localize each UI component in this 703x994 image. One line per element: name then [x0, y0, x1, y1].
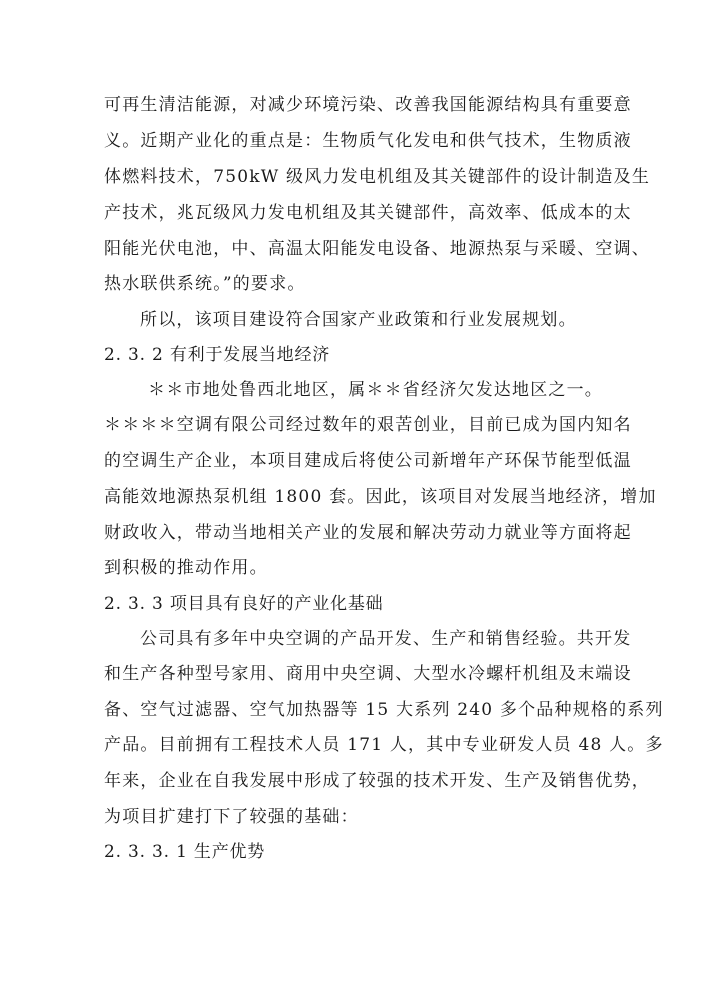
- paragraph-line: 热水联供系统。”的要求。: [104, 274, 306, 294]
- paragraph-line: ＊＊市地处鲁西北地区，属＊＊省经济欠发达地区之一。: [148, 380, 603, 400]
- paragraph-line: 的空调生产企业，本项目建成后将使公司新增年产环保节能型低温: [104, 451, 632, 471]
- paragraph-line: 阳能光伏电池，中、高温太阳能发电设备、地源热泵与采暖、空调、: [104, 239, 650, 259]
- paragraph-line: 公司具有多年中央空调的产品开发、生产和销售经验。共开发: [140, 629, 632, 649]
- paragraph-line: 体燃料技术，750kW 级风力发电机组及其关键部件的设计制造及生: [104, 167, 651, 187]
- paragraph-line: 为项目扩建打下了较强的基础：: [104, 807, 359, 827]
- paragraph-line: 财政收入，带动当地相关产业的发展和解决劳动力就业等方面将起: [104, 523, 632, 543]
- paragraph-line: 备、空气过滤器、空气加热器等 15 大系列 240 多个品种规格的系列: [104, 700, 664, 720]
- section-heading-2-3-3: 2. 3. 3 项目具有良好的产业化基础: [104, 594, 384, 614]
- paragraph-line: 产技术，兆瓦级风力发电机组及其关键部件，高效率、低成本的太: [104, 203, 632, 223]
- paragraph-line: ＊＊＊＊空调有限公司经过数年的艰苦创业，目前已成为国内知名: [104, 415, 632, 435]
- paragraph-line: 高能效地源热泵机组 1800 套。因此，该项目对发展当地经济，增加: [104, 487, 657, 507]
- paragraph-line: 可再生清洁能源，对减少环境污染、改善我国能源结构具有重要意: [104, 95, 632, 115]
- section-heading-2-3-3-1: 2. 3. 3. 1 生产优势: [104, 842, 266, 862]
- conclusion-line: 所以，该项目建设符合国家产业政策和行业发展规划。: [140, 310, 577, 330]
- paragraph-line: 义。近期产业化的重点是：生物质气化发电和供气技术，生物质液: [104, 131, 632, 151]
- section-heading-2-3-2: 2. 3. 2 有利于发展当地经济: [104, 345, 331, 365]
- paragraph-line: 产品。目前拥有工程技术人员 171 人，其中专业研发人员 48 人。多: [104, 735, 664, 755]
- paragraph-line: 年来，企业在自我发展中形成了较强的技术开发、生产及销售优势，: [104, 771, 650, 791]
- paragraph-line: 和生产各种型号家用、商用中央空调、大型水冷螺杆机组及末端设: [104, 664, 632, 684]
- paragraph-line: 到积极的推动作用。: [104, 558, 268, 578]
